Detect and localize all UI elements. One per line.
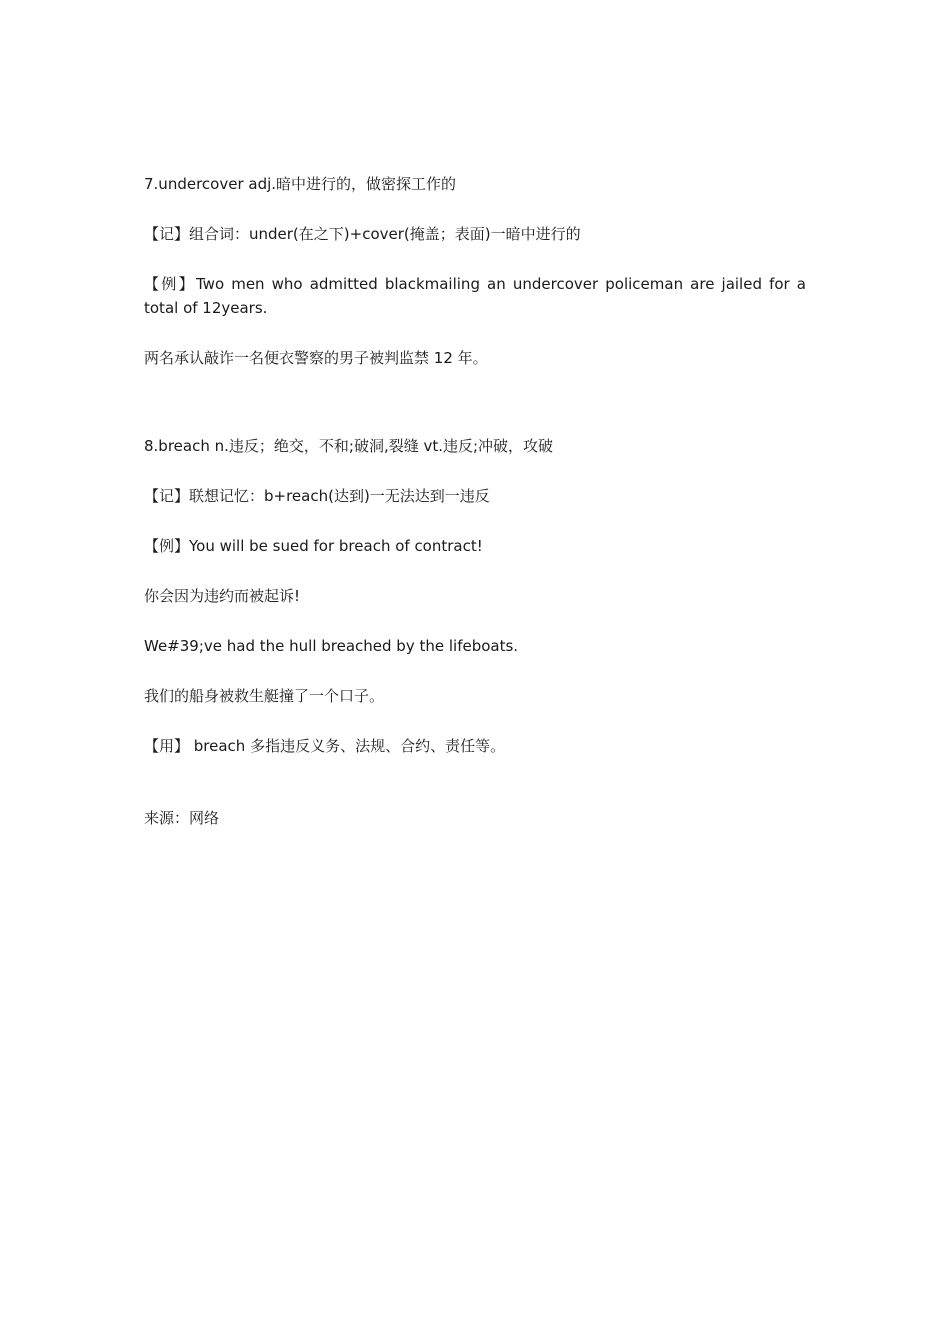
entry-8-example2-en: We#39;ve had the hull breached by the lifeboats.: [144, 637, 519, 655]
entry-7-example-zh: 两名承认敲诈一名便衣警察的男子被判监禁 12 年。: [144, 349, 488, 367]
source-line: 来源：网络: [144, 809, 220, 827]
entry-7-headword: 7.undercover adj.暗中进行的，做密探工作的: [144, 175, 457, 193]
entry-8-example2-zh: 我们的船身被救生艇撞了一个口子。: [144, 687, 385, 705]
entry-8-example-en: 【例】You will be sued for breach of contract!: [144, 537, 483, 555]
entry-7-memo: 【记】组合词：under(在之下)+cover(掩盖；表面)一暗中进行的: [144, 225, 581, 243]
document-body: [144, 172, 806, 856]
entry-7-example-en: 【例】Two men who admitted blackmailing an undercover policeman are jailed for a total of 12years.: [144, 275, 806, 317]
entry-8-memo: 【记】联想记忆：b+reach(达到)一无法达到一违反: [144, 487, 490, 505]
entry-8-headword: 8.breach n.违反；绝交，不和;破洞,裂缝 vt.违反;冲破，攻破: [144, 437, 554, 455]
entry-8-usage: 【用】 breach 多指违反义务、法规、合约、责任等。: [144, 737, 506, 755]
entry-8-example-zh: 你会因为违约而被起诉!: [144, 587, 301, 605]
